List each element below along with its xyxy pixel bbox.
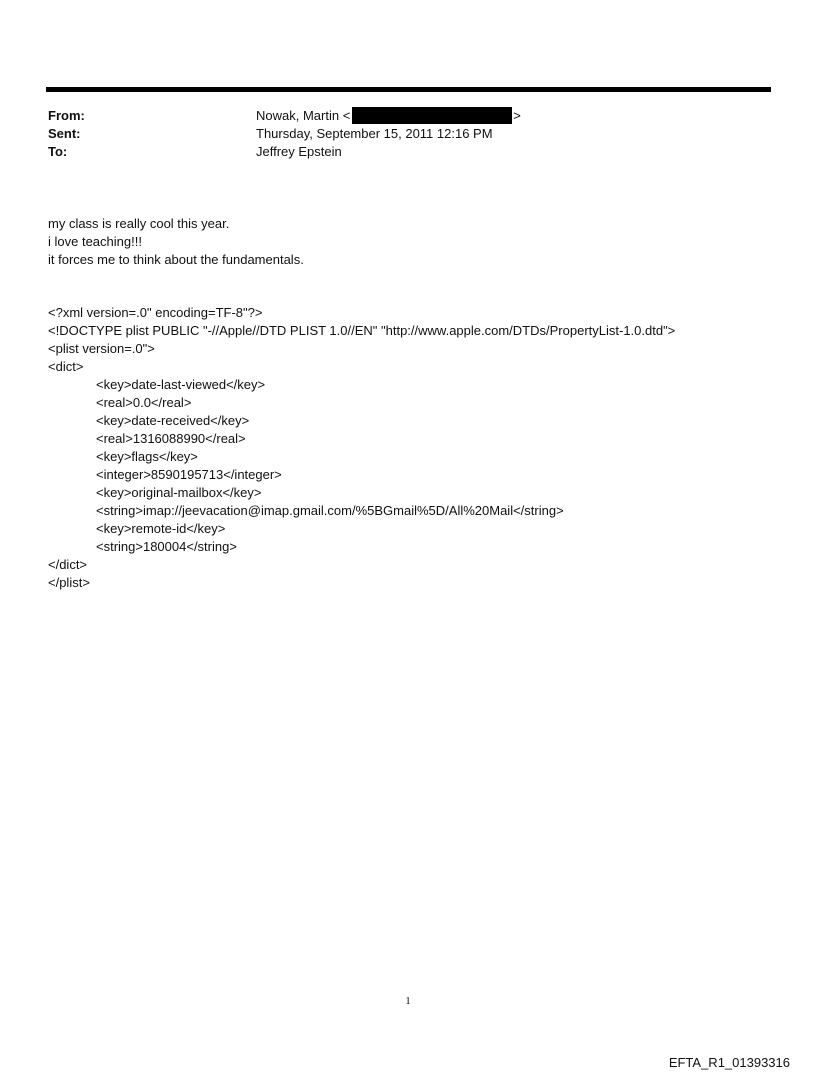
body-line: my class is really cool this year. — [48, 216, 230, 231]
code-line: <dict> — [48, 359, 84, 374]
code-line: <key>date-received</key> — [96, 413, 250, 428]
header-rule — [46, 87, 771, 92]
code-line: <key>remote-id</key> — [96, 521, 226, 536]
code-line: </plist> — [48, 575, 90, 590]
code-line: <string>180004</string> — [96, 539, 237, 554]
code-line: <key>flags</key> — [96, 449, 198, 464]
plist-code-block — [48, 304, 675, 592]
message-body — [48, 215, 304, 269]
sent-value: Thursday, September 15, 2011 12:16 PM — [256, 126, 493, 141]
from-name: Nowak, Martin < — [256, 108, 351, 123]
from-bracket: > — [513, 108, 521, 123]
page-number: 1 — [405, 995, 411, 1007]
code-line: <plist version=.0"> — [48, 341, 155, 356]
from-value — [256, 107, 521, 125]
from-label: From: — [48, 108, 85, 123]
body-line: i love teaching!!! — [48, 234, 142, 249]
code-line: <!DOCTYPE plist PUBLIC "-//Apple//DTD PLIST 1.0//EN" "http://www.apple.com/DTDs/PropertyList-1.0.dtd"> — [48, 323, 676, 338]
code-line: <string>imap://jeevacation@imap.gmail.com/%5BGmail%5D/All%20Mail</string> — [96, 503, 564, 518]
to-value: Jeffrey Epstein — [256, 144, 342, 159]
document-id: EFTA_R1_01393316 — [668, 1055, 790, 1070]
code-line: <?xml version=.0" encoding=TF-8"?> — [48, 305, 263, 320]
code-line: </dict> — [48, 557, 88, 572]
code-line: <key>original-mailbox</key> — [96, 485, 262, 500]
sent-label: Sent: — [48, 126, 81, 141]
code-line: <real>1316088990</real> — [96, 431, 246, 446]
to-label: To: — [48, 144, 68, 159]
code-line: <real>0.0</real> — [96, 395, 192, 410]
code-line: <key>date-last-viewed</key> — [96, 377, 266, 392]
body-line: it forces me to think about the fundamentals. — [48, 252, 304, 267]
code-line: <integer>8590195713</integer> — [96, 467, 282, 482]
redaction-block — [352, 107, 512, 124]
